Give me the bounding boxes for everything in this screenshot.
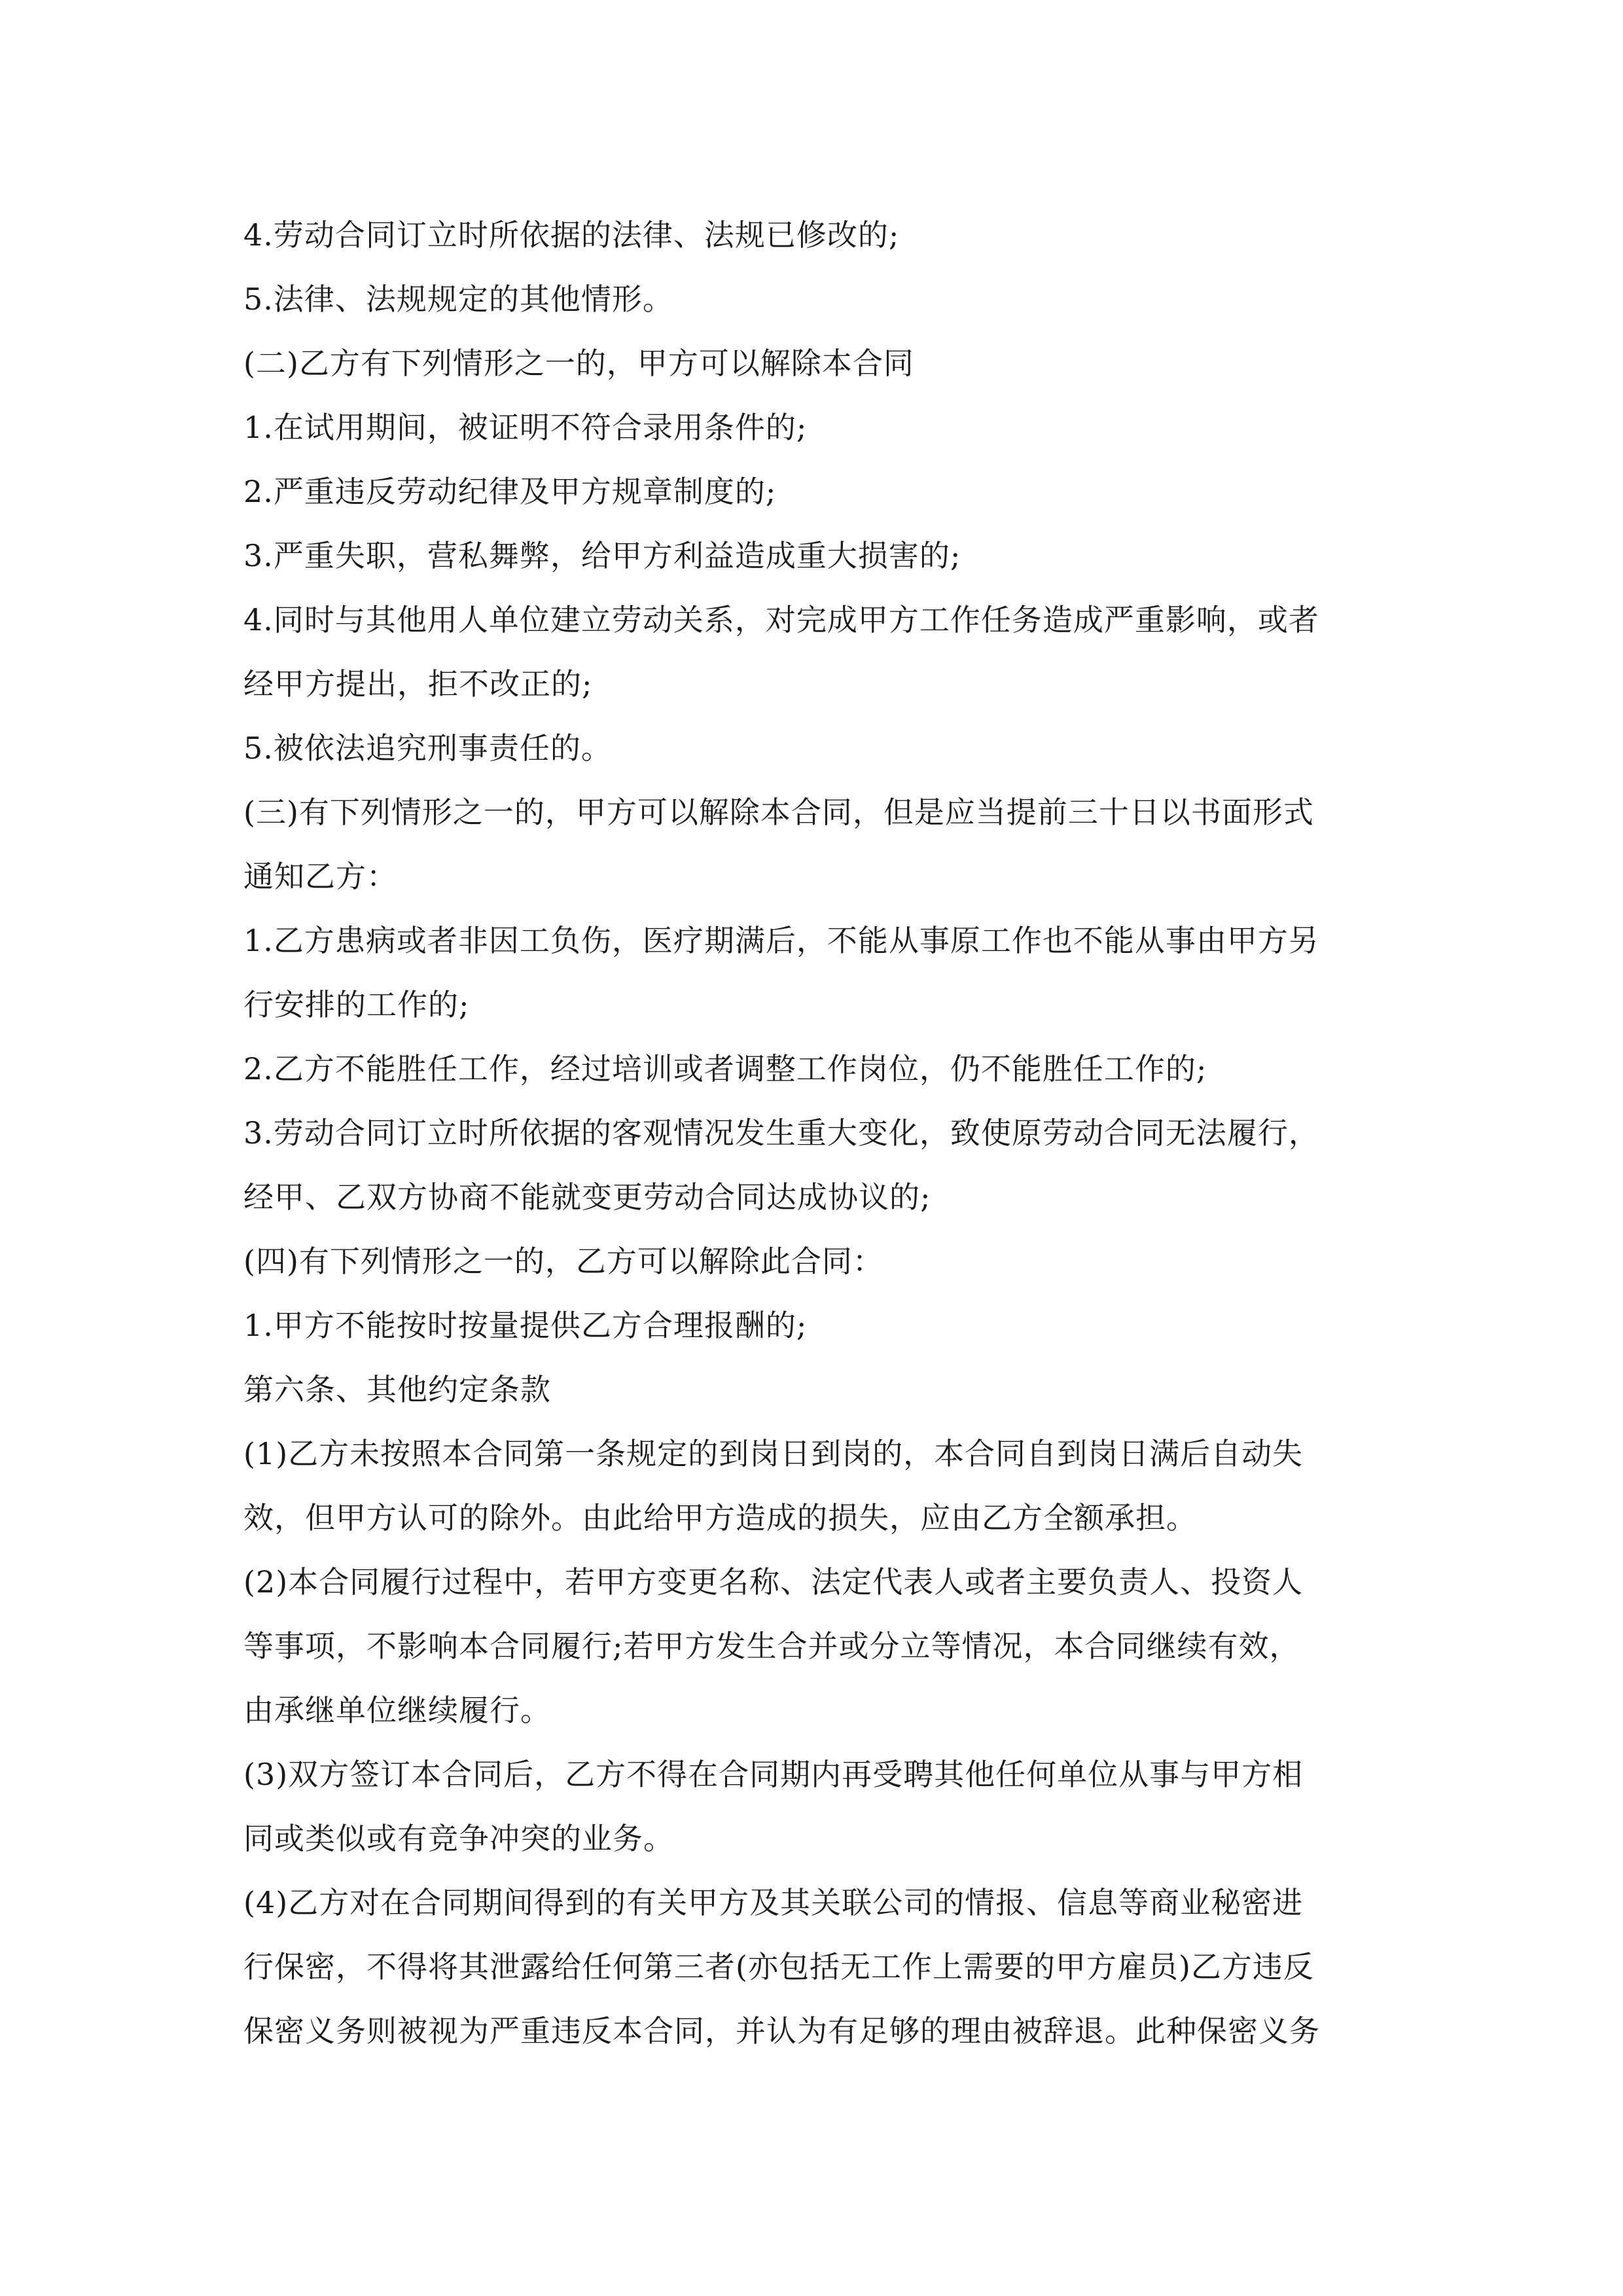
section-heading: (二)乙方有下列情形之一的，甲方可以解除本合同 — [243, 346, 914, 381]
text-line: 效，但甲方认可的除外。由此给甲方造成的损失，应由乙方全额承担。 — [243, 1500, 1197, 1535]
text-line: (4)乙方对在合同期间得到的有关甲方及其关联公司的情报、信息等商业秘密进 — [243, 1885, 1304, 1920]
text-line: 同或类似或有竞争冲突的业务。 — [243, 1821, 674, 1856]
text-line: (1)乙方未按照本合同第一条规定的到岗日到岗的，本合同自到岗日满后自动失 — [243, 1436, 1304, 1471]
text-line: 3.劳动合同订立时所依据的客观情况发生重大变化，致使原劳动合同无法履行， — [243, 1115, 1319, 1151]
text-line: 2.严重违反劳动纪律及甲方规章制度的; — [243, 474, 777, 509]
text-line: 1.甲方不能按时按量提供乙方合理报酬的; — [243, 1308, 808, 1343]
section-heading: (三)有下列情形之一的，甲方可以解除本合同，但是应当提前三十日以书面形式 — [243, 795, 1314, 830]
text-line: 经甲方提出，拒不改正的; — [243, 666, 593, 702]
text-line: 行保密，不得将其泄露给任何第三者(亦包括无工作上需要的甲方雇员)乙方违反 — [243, 1949, 1314, 1984]
text-line: 1.乙方患病或者非因工负伤，医疗期满后，不能从事原工作也不能从事由甲方另 — [243, 923, 1319, 958]
text-line: 经甲、乙双方协商不能就变更劳动合同达成协议的; — [243, 1179, 931, 1215]
text-line: 5.被依法追究刑事责任的。 — [243, 730, 612, 766]
text-line: 1.在试用期间，被证明不符合录用条件的; — [243, 410, 808, 445]
document-body — [243, 203, 1389, 2063]
text-line: 行安排的工作的; — [243, 987, 470, 1022]
text-line: 2.乙方不能胜任工作，经过培训或者调整工作岗位，仍不能胜任工作的; — [243, 1051, 1207, 1086]
section-heading: (四)有下列情形之一的，乙方可以解除此合同： — [243, 1244, 883, 1279]
text-line: 通知乙方： — [243, 859, 397, 894]
text-line: (3)双方签订本合同后，乙方不得在合同期内再受聘其他任何单位从事与甲方相 — [243, 1757, 1304, 1792]
text-line: 4.劳动合同订立时所依据的法律、法规已修改的; — [243, 217, 900, 253]
text-line: (2)本合同履行过程中，若甲方变更名称、法定代表人或者主要负责人、投资人 — [243, 1564, 1304, 1600]
text-line: 保密义务则被视为严重违反本合同，并认为有足够的理由被辞退。此种保密义务 — [243, 2013, 1320, 2049]
text-line: 5.法律、法规规定的其他情形。 — [243, 281, 673, 317]
text-line: 等事项，不影响本合同履行;若甲方发生合并或分立等情况，本合同继续有效， — [243, 1628, 1300, 1664]
text-line: 4.同时与其他用人单位建立劳动关系，对完成甲方工作任务造成严重影响，或者 — [243, 602, 1319, 637]
text-line: 由承继单位继续履行。 — [243, 1693, 551, 1728]
article-heading: 第六条、其他约定条款 — [243, 1372, 551, 1407]
text-line: 3.严重失职，营私舞弊，给甲方利益造成重大损害的; — [243, 538, 961, 573]
